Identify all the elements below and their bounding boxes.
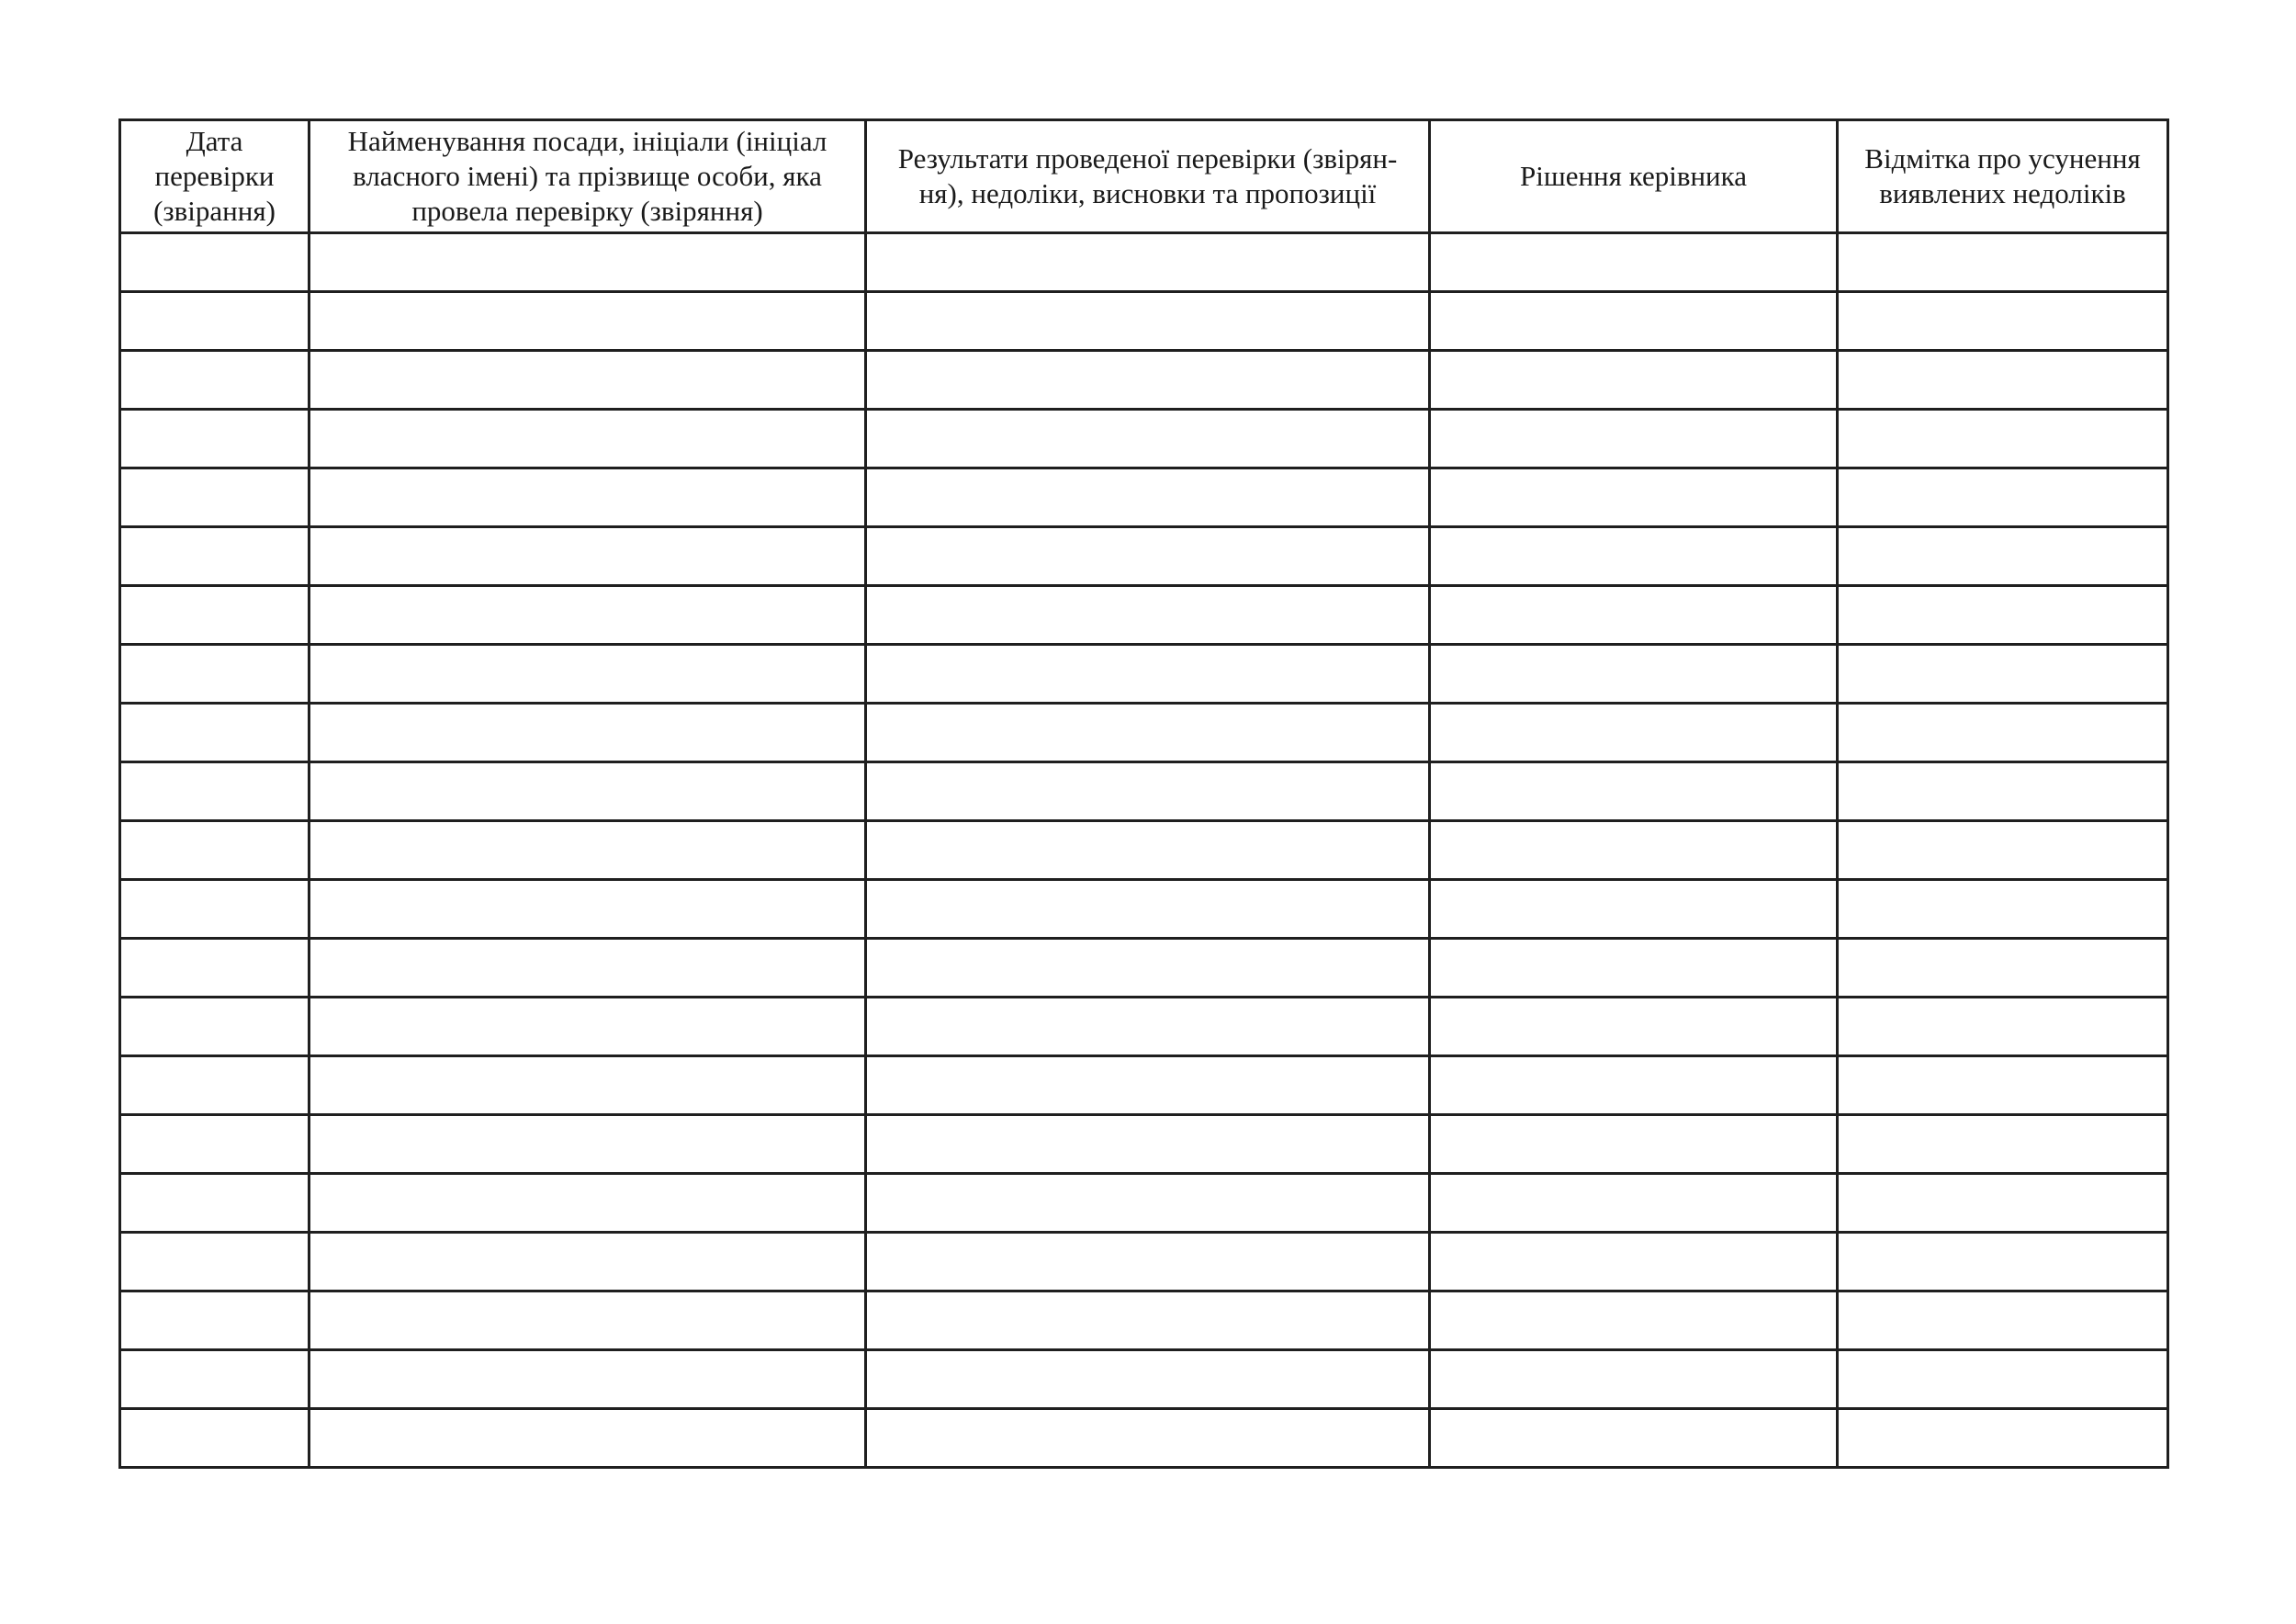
cell-results xyxy=(866,821,1430,880)
table-row xyxy=(120,1056,2168,1115)
header-line: Результати проведеної перевірки (звірян- xyxy=(897,142,1398,175)
cell-results xyxy=(866,1350,1430,1409)
cell-check-date xyxy=(120,468,310,527)
cell-check-date xyxy=(120,704,310,762)
table-row xyxy=(120,1174,2168,1233)
header-results xyxy=(866,120,1430,233)
cell-results xyxy=(866,1174,1430,1233)
cell-elimination-mark xyxy=(1838,645,2168,704)
cell-results xyxy=(866,351,1430,410)
header-inspector xyxy=(310,120,866,233)
cell-inspector xyxy=(310,1409,866,1468)
table-body xyxy=(120,233,2168,1468)
cell-check-date xyxy=(120,1291,310,1350)
cell-manager-decision xyxy=(1430,762,1838,821)
cell-check-date xyxy=(120,880,310,939)
cell-check-date xyxy=(120,410,310,468)
cell-inspector xyxy=(310,233,866,292)
cell-results xyxy=(866,645,1430,704)
cell-results xyxy=(866,1409,1430,1468)
cell-elimination-mark xyxy=(1838,1233,2168,1291)
cell-check-date xyxy=(120,527,310,586)
cell-elimination-mark xyxy=(1838,527,2168,586)
cell-manager-decision xyxy=(1430,998,1838,1056)
cell-elimination-mark xyxy=(1838,351,2168,410)
header-line: (звірання) xyxy=(153,195,276,227)
header-line: виявлених недоліків xyxy=(1879,177,2126,209)
cell-elimination-mark xyxy=(1838,292,2168,351)
cell-manager-decision xyxy=(1430,292,1838,351)
header-line: Рішення керівника xyxy=(1519,160,1747,192)
table-row xyxy=(120,821,2168,880)
cell-elimination-mark xyxy=(1838,939,2168,998)
cell-elimination-mark xyxy=(1838,1291,2168,1350)
cell-inspector xyxy=(310,645,866,704)
cell-manager-decision xyxy=(1430,351,1838,410)
cell-elimination-mark xyxy=(1838,586,2168,645)
cell-elimination-mark xyxy=(1838,468,2168,527)
cell-check-date xyxy=(120,939,310,998)
cell-results xyxy=(866,1056,1430,1115)
cell-check-date xyxy=(120,292,310,351)
cell-inspector xyxy=(310,998,866,1056)
cell-inspector xyxy=(310,880,866,939)
table-row xyxy=(120,233,2168,292)
cell-manager-decision xyxy=(1430,1291,1838,1350)
cell-elimination-mark xyxy=(1838,1115,2168,1174)
header-check-date xyxy=(120,120,310,233)
cell-manager-decision xyxy=(1430,821,1838,880)
cell-elimination-mark xyxy=(1838,1174,2168,1233)
cell-manager-decision xyxy=(1430,468,1838,527)
header-line: Найменування посади, ініціали (ініціал xyxy=(347,125,827,157)
cell-manager-decision xyxy=(1430,1409,1838,1468)
cell-elimination-mark xyxy=(1838,998,2168,1056)
cell-check-date xyxy=(120,1174,310,1233)
cell-check-date xyxy=(120,351,310,410)
inspection-register-table xyxy=(118,118,2169,1469)
table-row xyxy=(120,1409,2168,1468)
cell-results xyxy=(866,292,1430,351)
cell-inspector xyxy=(310,1291,866,1350)
cell-inspector xyxy=(310,468,866,527)
cell-manager-decision xyxy=(1430,410,1838,468)
table-row xyxy=(120,1291,2168,1350)
table-row xyxy=(120,292,2168,351)
cell-results xyxy=(866,527,1430,586)
cell-manager-decision xyxy=(1430,1233,1838,1291)
cell-inspector xyxy=(310,1350,866,1409)
cell-results xyxy=(866,233,1430,292)
table-row xyxy=(120,351,2168,410)
cell-inspector xyxy=(310,527,866,586)
cell-elimination-mark xyxy=(1838,880,2168,939)
cell-results xyxy=(866,1291,1430,1350)
cell-results xyxy=(866,880,1430,939)
header-line: Дата xyxy=(186,125,243,157)
cell-check-date xyxy=(120,1350,310,1409)
table-row xyxy=(120,762,2168,821)
table-row xyxy=(120,939,2168,998)
cell-check-date xyxy=(120,1409,310,1468)
cell-inspector xyxy=(310,704,866,762)
cell-elimination-mark xyxy=(1838,410,2168,468)
cell-elimination-mark xyxy=(1838,762,2168,821)
header-line: провела перевірку (звіряння) xyxy=(411,195,763,227)
cell-results xyxy=(866,704,1430,762)
header-manager-decision xyxy=(1430,120,1838,233)
table-row xyxy=(120,468,2168,527)
cell-results xyxy=(866,468,1430,527)
cell-check-date xyxy=(120,821,310,880)
cell-check-date xyxy=(120,762,310,821)
cell-manager-decision xyxy=(1430,939,1838,998)
cell-manager-decision xyxy=(1430,1174,1838,1233)
document-page xyxy=(118,118,2169,1469)
cell-manager-decision xyxy=(1430,1056,1838,1115)
table-row xyxy=(120,1233,2168,1291)
cell-inspector xyxy=(310,939,866,998)
cell-elimination-mark xyxy=(1838,1350,2168,1409)
cell-inspector xyxy=(310,762,866,821)
cell-results xyxy=(866,998,1430,1056)
cell-inspector xyxy=(310,410,866,468)
cell-results xyxy=(866,1115,1430,1174)
table-row xyxy=(120,527,2168,586)
header-line: ня), недоліки, висновки та пропозиції xyxy=(918,177,1377,209)
cell-check-date xyxy=(120,1056,310,1115)
cell-results xyxy=(866,939,1430,998)
cell-elimination-mark xyxy=(1838,821,2168,880)
cell-manager-decision xyxy=(1430,586,1838,645)
header-line: перевірки xyxy=(154,160,275,192)
table-row xyxy=(120,1350,2168,1409)
cell-check-date xyxy=(120,1233,310,1291)
cell-check-date xyxy=(120,998,310,1056)
cell-elimination-mark xyxy=(1838,233,2168,292)
header-elimination-mark xyxy=(1838,120,2168,233)
cell-manager-decision xyxy=(1430,1115,1838,1174)
table-row xyxy=(120,645,2168,704)
cell-elimination-mark xyxy=(1838,704,2168,762)
cell-inspector xyxy=(310,1233,866,1291)
cell-inspector xyxy=(310,586,866,645)
cell-inspector xyxy=(310,292,866,351)
table-row xyxy=(120,1115,2168,1174)
cell-inspector xyxy=(310,821,866,880)
table-row xyxy=(120,998,2168,1056)
cell-manager-decision xyxy=(1430,1350,1838,1409)
cell-check-date xyxy=(120,586,310,645)
cell-manager-decision xyxy=(1430,645,1838,704)
cell-inspector xyxy=(310,1056,866,1115)
table-row xyxy=(120,704,2168,762)
cell-results xyxy=(866,586,1430,645)
cell-manager-decision xyxy=(1430,233,1838,292)
table-header-row xyxy=(120,120,2168,233)
cell-manager-decision xyxy=(1430,704,1838,762)
cell-manager-decision xyxy=(1430,880,1838,939)
header-line: власного імені) та прізвище особи, яка xyxy=(353,160,822,192)
cell-inspector xyxy=(310,1115,866,1174)
cell-check-date xyxy=(120,233,310,292)
cell-inspector xyxy=(310,351,866,410)
cell-results xyxy=(866,410,1430,468)
table-row xyxy=(120,586,2168,645)
table-row xyxy=(120,410,2168,468)
table-row xyxy=(120,880,2168,939)
cell-inspector xyxy=(310,1174,866,1233)
cell-manager-decision xyxy=(1430,527,1838,586)
cell-elimination-mark xyxy=(1838,1056,2168,1115)
cell-elimination-mark xyxy=(1838,1409,2168,1468)
cell-check-date xyxy=(120,645,310,704)
cell-results xyxy=(866,1233,1430,1291)
header-line: Відмітка про усунення xyxy=(1864,142,2141,175)
cell-check-date xyxy=(120,1115,310,1174)
cell-results xyxy=(866,762,1430,821)
